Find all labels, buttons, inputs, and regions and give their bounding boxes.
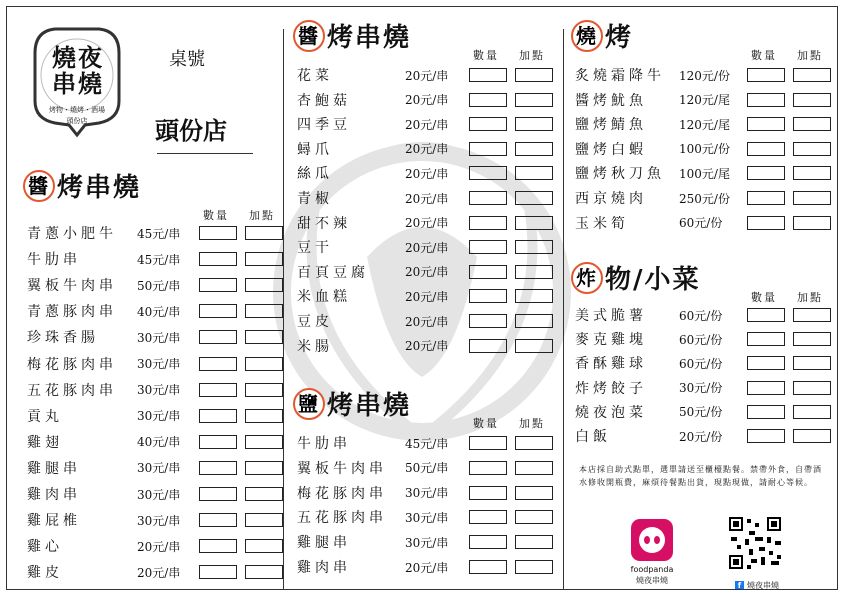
menu-item-row <box>567 378 837 398</box>
qty-box[interactable] <box>747 381 785 395</box>
item-price: 60元/份 <box>679 332 723 347</box>
item-price: 45元/串 <box>137 226 181 241</box>
item-price: 45元/串 <box>405 436 449 451</box>
add-box[interactable] <box>245 539 283 553</box>
qty-box[interactable] <box>199 487 237 501</box>
add-header: 加點 <box>519 417 545 430</box>
menu-item-row <box>289 163 559 183</box>
add-box[interactable] <box>793 332 831 346</box>
qty-box[interactable] <box>199 435 237 449</box>
qr-code-icon[interactable] <box>727 515 783 571</box>
menu-item-row <box>289 213 559 233</box>
item-price: 60元/份 <box>679 356 723 371</box>
item-name: 豆皮 <box>297 314 333 330</box>
item-name: 鹽烤秋刀魚 <box>575 166 665 183</box>
item-name: 雞心 <box>27 539 63 556</box>
menu-item-row <box>19 432 289 452</box>
add-box[interactable] <box>515 461 553 475</box>
item-name: 雞肉串 <box>297 560 351 576</box>
menu-item-row <box>289 433 559 453</box>
qty-box[interactable] <box>469 240 507 254</box>
add-box[interactable] <box>515 93 553 107</box>
section-title-text: 烤 <box>605 23 634 53</box>
item-name: 米血糕 <box>297 289 351 306</box>
add-header: 加點 <box>519 49 545 62</box>
qty-box[interactable] <box>747 166 785 180</box>
foodpanda-label: foodpanda <box>630 565 674 574</box>
menu-item-row <box>19 327 289 347</box>
item-price: 50元/串 <box>137 278 181 293</box>
qty-box[interactable] <box>199 539 237 553</box>
add-box[interactable] <box>793 166 831 180</box>
item-name: 鹽烤白蝦 <box>575 141 647 158</box>
menu-item-row <box>289 532 559 552</box>
qty-header: 數量 <box>473 49 499 62</box>
qty-box[interactable] <box>747 429 785 443</box>
menu-item-row <box>567 329 837 349</box>
menu-item-row <box>567 188 837 208</box>
add-box[interactable] <box>245 357 283 371</box>
qty-box[interactable] <box>199 357 237 371</box>
item-price: 20元/串 <box>405 339 449 354</box>
qty-box[interactable] <box>747 332 785 346</box>
item-name: 貢丸 <box>27 408 63 425</box>
item-name: 雞翅 <box>27 434 63 451</box>
section-title-text: 物/小菜 <box>605 265 701 295</box>
section-title <box>293 17 411 54</box>
item-price: 20元/串 <box>405 240 449 255</box>
section-title-text: 烤串燒 <box>327 23 412 53</box>
column-divider <box>563 29 564 590</box>
section-badge: 醬 <box>23 170 55 202</box>
menu-item-row <box>567 353 837 373</box>
menu-item-row <box>19 484 289 504</box>
item-name: 絲瓜 <box>297 166 333 183</box>
add-box[interactable] <box>515 117 553 131</box>
qty-box[interactable] <box>747 142 785 156</box>
add-header: 加點 <box>249 209 275 222</box>
add-box[interactable] <box>515 339 553 353</box>
foodpanda-store-label: 燒夜串燒 <box>636 576 668 585</box>
item-name: 麥克雞塊 <box>575 332 647 349</box>
logo-tagline: 烤物・燒烤・酒場 <box>49 106 105 114</box>
item-price: 45元/串 <box>137 252 181 267</box>
menu-item-row <box>19 458 289 478</box>
qty-box[interactable] <box>199 252 237 266</box>
menu-item-row <box>289 114 559 134</box>
item-price: 20元/串 <box>405 265 449 280</box>
item-price: 100元/尾 <box>679 166 730 181</box>
item-price: 40元/串 <box>137 435 181 450</box>
item-price: 50元/份 <box>679 405 723 420</box>
add-box[interactable] <box>793 68 831 82</box>
item-price: 20元/份 <box>679 429 723 444</box>
item-name: 雞肉串 <box>27 487 81 503</box>
qty-box[interactable] <box>199 278 237 292</box>
item-price: 30元/串 <box>405 535 449 550</box>
qty-box[interactable] <box>469 289 507 303</box>
section-badge: 醬 <box>293 20 325 52</box>
item-name: 五花豚肉串 <box>27 382 117 399</box>
qty-box[interactable] <box>747 356 785 370</box>
section-title <box>293 385 411 422</box>
item-name: 豆干 <box>297 240 333 257</box>
menu-item-row <box>567 213 837 233</box>
qty-box[interactable] <box>199 226 237 240</box>
section-title <box>23 167 141 204</box>
item-price: 30元/串 <box>405 486 449 501</box>
item-name: 梅花豚肉串 <box>27 356 117 373</box>
item-price: 20元/串 <box>405 560 449 575</box>
qty-box[interactable] <box>469 339 507 353</box>
item-price: 40元/串 <box>137 304 181 319</box>
item-name: 甜不辣 <box>297 215 351 232</box>
add-box[interactable] <box>245 383 283 397</box>
foodpanda-icon[interactable] <box>631 519 673 561</box>
add-box[interactable] <box>515 142 553 156</box>
menu-item-row <box>289 188 559 208</box>
item-name: 梅花豚肉串 <box>297 485 387 502</box>
add-box[interactable] <box>793 117 831 131</box>
qty-box[interactable] <box>199 461 237 475</box>
add-box[interactable] <box>793 405 831 419</box>
item-name: 雞皮 <box>27 565 63 582</box>
item-name: 西京燒肉 <box>575 191 647 207</box>
menu-item-row <box>567 90 837 110</box>
qty-box[interactable] <box>469 68 507 82</box>
section-badge: 燒 <box>571 20 603 52</box>
menu-item-row <box>567 139 837 159</box>
add-box[interactable] <box>515 265 553 279</box>
item-price: 30元/串 <box>137 330 181 345</box>
menu-item-row <box>289 237 559 257</box>
item-name: 牛肋串 <box>27 252 81 269</box>
panda-eye <box>654 536 660 544</box>
menu-item-row <box>289 483 559 503</box>
item-name: 燒夜泡菜 <box>575 404 647 421</box>
item-price: 20元/串 <box>405 142 449 157</box>
menu-item-row <box>289 507 559 527</box>
qty-box[interactable] <box>469 461 507 475</box>
item-price: 20元/串 <box>137 539 181 554</box>
add-box[interactable] <box>245 435 283 449</box>
qty-box[interactable] <box>747 117 785 131</box>
item-price: 30元/串 <box>405 510 449 525</box>
add-box[interactable] <box>515 191 553 205</box>
qty-box[interactable] <box>469 216 507 230</box>
add-box[interactable] <box>793 356 831 370</box>
item-price: 60元/份 <box>679 308 723 323</box>
menu-item-row <box>19 301 289 321</box>
qty-header: 數量 <box>473 417 499 430</box>
menu-item-row <box>19 354 289 374</box>
item-name: 青蔥小肥牛 <box>27 226 117 242</box>
add-box[interactable] <box>793 308 831 322</box>
qty-box[interactable] <box>747 68 785 82</box>
menu-item-row <box>19 380 289 400</box>
add-header: 加點 <box>797 49 823 62</box>
item-price: 60元/份 <box>679 216 723 231</box>
item-name: 杏鮑菇 <box>297 92 351 109</box>
item-name: 青蔥豚肉串 <box>27 304 117 321</box>
panda-eye <box>644 536 650 544</box>
qty-box[interactable] <box>469 117 507 131</box>
add-box[interactable] <box>245 278 283 292</box>
add-box[interactable] <box>515 486 553 500</box>
item-name: 珍珠香腸 <box>27 330 99 347</box>
store-notice: 本店採自助式點單，選單請送至櫃檯點餐。禁帶外食，自帶酒水修收開瓶費，麻煩待餐點出貨，現點現做，請耐心等候。 <box>579 465 822 487</box>
menu-item-row <box>289 311 559 331</box>
add-box[interactable] <box>515 560 553 574</box>
add-header: 加點 <box>797 291 823 304</box>
item-price: 30元/串 <box>137 409 181 424</box>
qty-box[interactable] <box>747 93 785 107</box>
item-price: 20元/串 <box>405 289 449 304</box>
item-price: 30元/串 <box>137 357 181 371</box>
item-name: 百頁豆腐 <box>297 264 369 281</box>
item-price: 30元/串 <box>137 461 181 476</box>
qty-box[interactable] <box>469 436 507 450</box>
qty-header: 數量 <box>751 49 777 62</box>
store-underline <box>157 153 253 154</box>
qty-box[interactable] <box>469 560 507 574</box>
menu-item-row <box>289 139 559 159</box>
menu-item-row <box>289 65 559 85</box>
logo-branch: 頭份店 <box>66 117 88 125</box>
menu-item-row <box>567 402 837 422</box>
section-badge: 鹽 <box>293 388 325 420</box>
qty-box[interactable] <box>469 486 507 500</box>
item-name: 五花豚肉串 <box>297 510 387 527</box>
qty-header: 數量 <box>751 291 777 304</box>
qty-box[interactable] <box>469 142 507 156</box>
menu-item-row <box>289 557 559 577</box>
add-box[interactable] <box>515 240 553 254</box>
item-name: 四季豆 <box>297 117 351 134</box>
add-box[interactable] <box>793 429 831 443</box>
qty-box[interactable] <box>199 330 237 344</box>
menu-item-row <box>19 510 289 530</box>
qty-box[interactable] <box>469 191 507 205</box>
add-box[interactable] <box>245 461 283 475</box>
qty-box[interactable] <box>469 535 507 549</box>
item-price: 20元/串 <box>405 117 449 132</box>
item-name: 雞屁椎 <box>27 513 81 530</box>
menu-item-row <box>19 536 289 556</box>
item-price: 20元/串 <box>405 166 449 181</box>
brand-logo <box>25 23 129 139</box>
add-box[interactable] <box>793 93 831 107</box>
add-box[interactable] <box>515 436 553 450</box>
menu-item-row <box>289 458 559 478</box>
menu-item-row <box>289 286 559 306</box>
logo-line-2: 串燒 <box>52 69 104 98</box>
qty-box[interactable] <box>199 409 237 423</box>
qty-box[interactable] <box>199 383 237 397</box>
item-price: 250元/份 <box>679 191 730 206</box>
item-name: 鹽烤鯖魚 <box>575 117 647 134</box>
add-box[interactable] <box>515 166 553 180</box>
item-price: 100元/份 <box>679 142 730 157</box>
item-name: 醬烤魷魚 <box>575 92 647 109</box>
item-name: 蟳爪 <box>297 141 333 158</box>
qty-box[interactable] <box>747 308 785 322</box>
qty-box[interactable] <box>469 265 507 279</box>
menu-item-row <box>19 406 289 426</box>
menu-item-row <box>567 114 837 134</box>
qty-box[interactable] <box>469 314 507 328</box>
item-price: 20元/串 <box>405 314 449 329</box>
menu-item-row <box>289 336 559 356</box>
menu-item-row <box>19 562 289 582</box>
qty-box[interactable] <box>199 565 237 579</box>
menu-item-row <box>19 275 289 295</box>
section-title-text: 烤串燒 <box>57 173 142 203</box>
item-name: 米腸 <box>297 338 333 355</box>
item-name: 炸烤餃子 <box>575 380 647 397</box>
menu-item-row <box>567 163 837 183</box>
logo-line-1: 燒夜 <box>52 43 104 72</box>
qty-header: 數量 <box>203 209 229 222</box>
item-name: 牛肋串 <box>297 436 351 452</box>
section-title <box>571 259 701 296</box>
item-name: 炙燒霜降牛 <box>575 68 665 84</box>
menu-item-row <box>567 305 837 325</box>
add-box[interactable] <box>793 381 831 395</box>
add-box[interactable] <box>793 191 831 205</box>
item-name: 雞腿串 <box>297 535 351 552</box>
add-box[interactable] <box>245 565 283 579</box>
menu-sheet <box>6 6 838 590</box>
facebook-label: 燒夜串燒 <box>747 581 779 590</box>
menu-item-row <box>289 262 559 282</box>
menu-item-row <box>289 90 559 110</box>
item-price: 30元/份 <box>679 381 723 396</box>
item-name: 香酥雞球 <box>575 356 647 373</box>
qty-box[interactable] <box>747 216 785 230</box>
item-price: 120元/尾 <box>679 93 730 108</box>
store-name: 頭份店 <box>155 117 227 145</box>
add-box[interactable] <box>245 252 283 266</box>
item-price: 120元/份 <box>679 68 730 83</box>
item-price: 20元/串 <box>405 68 449 83</box>
item-name: 翼板牛肉串 <box>27 278 117 295</box>
qty-box[interactable] <box>469 510 507 524</box>
qty-box[interactable] <box>199 513 237 527</box>
item-price: 20元/串 <box>405 191 449 206</box>
add-box[interactable] <box>245 487 283 501</box>
add-box[interactable] <box>515 535 553 549</box>
item-price: 30元/串 <box>137 487 181 502</box>
menu-item-row <box>19 223 289 243</box>
add-box[interactable] <box>515 314 553 328</box>
add-box[interactable] <box>245 513 283 527</box>
item-price: 50元/串 <box>405 461 449 476</box>
menu-item-row <box>567 426 837 446</box>
qty-box[interactable] <box>747 191 785 205</box>
add-box[interactable] <box>515 216 553 230</box>
table-number-label: 桌號 <box>169 49 205 70</box>
section-title-text: 烤串燒 <box>327 391 412 421</box>
item-price: 20元/串 <box>405 93 449 108</box>
item-name: 青椒 <box>297 191 333 207</box>
item-name: 白飯 <box>575 429 611 445</box>
item-price: 30元/串 <box>137 513 181 528</box>
add-box[interactable] <box>793 142 831 156</box>
item-price: 20元/串 <box>137 565 181 580</box>
add-box[interactable] <box>245 409 283 423</box>
item-name: 雞腿串 <box>27 460 81 477</box>
facebook-link[interactable] <box>735 580 779 590</box>
qty-box[interactable] <box>747 405 785 419</box>
item-price: 30元/串 <box>137 383 181 398</box>
item-name: 美式脆薯 <box>575 308 647 324</box>
menu-item-row <box>19 249 289 269</box>
qty-box[interactable] <box>469 166 507 180</box>
add-box[interactable] <box>515 289 553 303</box>
add-box[interactable] <box>515 510 553 524</box>
add-box[interactable] <box>245 330 283 344</box>
section-badge: 炸 <box>571 262 603 294</box>
add-box[interactable] <box>515 68 553 82</box>
add-box[interactable] <box>245 226 283 240</box>
menu-item-row <box>567 65 837 85</box>
add-box[interactable] <box>793 216 831 230</box>
facebook-icon: f <box>735 581 744 590</box>
qty-box[interactable] <box>199 304 237 318</box>
qty-box[interactable] <box>469 93 507 107</box>
add-box[interactable] <box>245 304 283 318</box>
item-name: 花菜 <box>297 68 333 84</box>
item-price: 120元/尾 <box>679 117 730 132</box>
panda-face-icon <box>639 527 665 553</box>
item-name: 翼板牛肉串 <box>297 460 387 477</box>
item-name: 玉米筍 <box>575 215 629 232</box>
section-title <box>571 17 633 54</box>
item-price: 20元/串 <box>405 216 449 231</box>
